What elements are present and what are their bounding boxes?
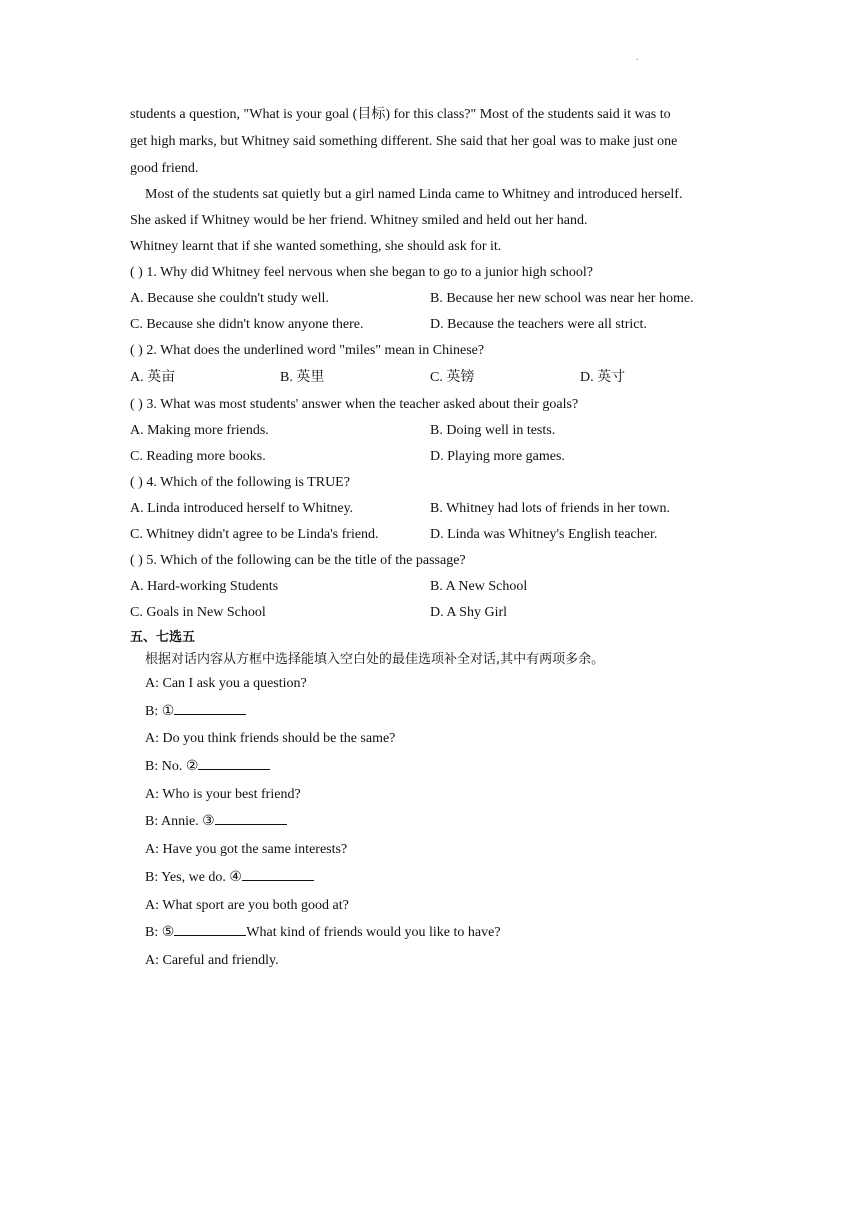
dialogue-line: A: What sport are you both good at? <box>145 897 349 913</box>
section-seven-choose-five <box>130 626 735 975</box>
option-b[interactable]: B. 英里 <box>280 370 325 385</box>
option-c[interactable]: C. Reading more books. <box>130 449 266 464</box>
option-row <box>130 574 735 600</box>
question-stem: ( ) 2. What does the underlined word "miles" mean in Chinese? <box>130 343 485 358</box>
option-row <box>130 522 735 548</box>
question-5 <box>130 548 735 626</box>
question-1 <box>130 260 735 338</box>
option-c[interactable]: C. Because she didn't know anyone there. <box>130 317 364 332</box>
option-c[interactable]: C. 英镑 <box>430 370 475 385</box>
option-row <box>130 600 735 626</box>
dialogue-line: B: No. ② <box>130 753 735 781</box>
question-stem: ( ) 4. Which of the following is TRUE? <box>130 475 350 490</box>
dialogue-line: B: Annie. ③ <box>130 808 735 836</box>
dialogue-line: A: Careful and friendly. <box>145 952 279 968</box>
option-a[interactable]: A. Making more friends. <box>130 423 269 438</box>
answer-blank-4[interactable] <box>242 866 314 881</box>
option-b[interactable]: B. Doing well in tests. <box>430 423 556 438</box>
document-body <box>130 101 735 975</box>
option-d[interactable]: D. Linda was Whitney's English teacher. <box>430 527 658 542</box>
passage-line: get high marks, but Whitney said something different. She said that her goal was to make just one <box>130 134 678 149</box>
question-stem: ( ) 3. What was most students' answer when the teacher asked about their goals? <box>130 397 579 412</box>
passage-line: She asked if Whitney would be her friend. Whitney smiled and held out her hand. <box>130 213 588 228</box>
section-title: 五、七选五 <box>130 630 196 645</box>
option-row <box>130 364 735 392</box>
option-row <box>130 312 735 338</box>
answer-blank-3[interactable] <box>215 810 287 825</box>
option-d[interactable]: D. Playing more games. <box>430 449 565 464</box>
option-c[interactable]: C. Whitney didn't agree to be Linda's friend. <box>130 527 379 542</box>
option-a[interactable]: A. Hard-working Students <box>130 579 279 594</box>
dialogue-line: B: ① <box>130 698 735 726</box>
option-row <box>130 418 735 444</box>
section-instruction: 根据对话内容从方框中选择能填入空白处的最佳选项补全对话,其中有两项多余。 <box>145 652 605 667</box>
option-a[interactable]: A. Linda introduced herself to Whitney. <box>130 501 354 516</box>
page-mark: . <box>636 52 639 63</box>
dialogue-line: B: ⑤ What kind of friends would you like to have? <box>130 919 735 947</box>
question-2 <box>130 338 735 392</box>
option-d[interactable]: D. Because the teachers were all strict. <box>430 317 647 332</box>
passage-line: Whitney learnt that if she wanted something, she should ask for it. <box>130 239 502 254</box>
option-row <box>130 444 735 470</box>
option-a[interactable]: A. 英亩 <box>130 370 176 385</box>
answer-blank-5[interactable] <box>174 921 246 936</box>
option-d[interactable]: D. A Shy Girl <box>430 605 508 620</box>
option-b[interactable]: B. A New School <box>430 579 528 594</box>
option-row <box>130 286 735 312</box>
option-d[interactable]: D. 英寸 <box>580 370 626 385</box>
option-c[interactable]: C. Goals in New School <box>130 605 266 620</box>
dialogue-line: B: Yes, we do. ④ <box>130 864 735 892</box>
passage-line: Most of the students sat quietly but a girl named Linda came to Whitney and introduced herself. <box>145 187 683 202</box>
dialogue-line: A: Have you got the same interests? <box>145 842 348 858</box>
answer-blank-2[interactable] <box>198 755 270 770</box>
question-stem: ( ) 1. Why did Whitney feel nervous when she began to go to a junior high school? <box>130 265 593 280</box>
dialogue-line: A: Can I ask you a question? <box>145 676 307 691</box>
passage-line: students a question, "What is your goal (目标) for this class?" Most of the students said it was to <box>130 107 671 122</box>
question-3 <box>130 392 735 470</box>
question-stem: ( ) 5. Which of the following can be the title of the passage? <box>130 553 466 568</box>
option-row <box>130 496 735 522</box>
option-b[interactable]: B. Whitney had lots of friends in her town. <box>430 501 671 516</box>
option-a[interactable]: A. Because she couldn't study well. <box>130 291 329 306</box>
dialogue-line: A: Do you think friends should be the same? <box>145 731 396 747</box>
option-b[interactable]: B. Because her new school was near her home. <box>430 291 694 306</box>
answer-blank-1[interactable] <box>174 700 246 715</box>
dialogue-line: A: Who is your best friend? <box>145 786 301 802</box>
reading-passage <box>130 101 735 260</box>
passage-line: good friend. <box>130 161 199 176</box>
question-4 <box>130 470 735 548</box>
